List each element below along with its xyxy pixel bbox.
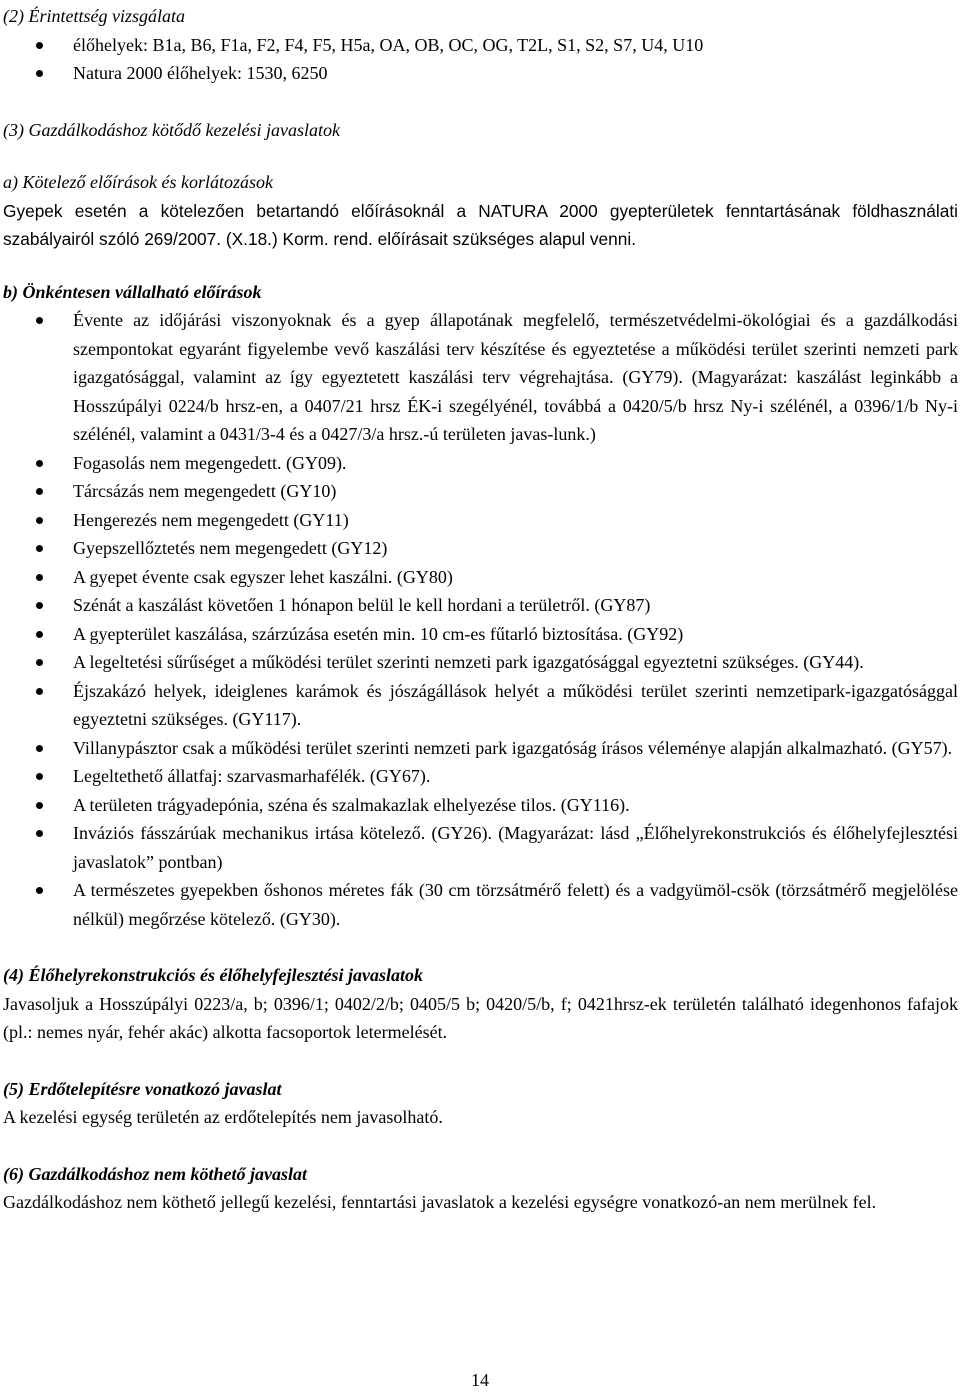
bullet-icon (36, 574, 43, 581)
document-page (3, 2, 958, 1217)
list-item: A gyepet évente csak egyszer lehet kaszálni. (GY80) (3, 563, 958, 592)
section-6-text: Gazdálkodáshoz nem köthető jellegű kezelési, fenntartási javaslatok a kezelési egységre vonatkozó-an nem merülnek fel. (3, 1192, 877, 1212)
section-5-heading: (5) Erdőtelepítésre vonatkozó javaslat (3, 1078, 282, 1099)
section-4-heading: (4) Élőhelyrekonstrukciós és élőhelyfejlesztési javaslatok (3, 965, 423, 985)
section-3a-heading: a) Kötelező előírások és korlátozások (3, 172, 273, 192)
bullet-icon (36, 887, 43, 894)
bullet-icon (36, 460, 43, 467)
section-6-heading: (6) Gazdálkodáshoz nem köthető javaslat (3, 1163, 308, 1184)
list-item: Natura 2000 élőhelyek: 1530, 6250 (3, 59, 958, 88)
page-number: 14 (471, 1370, 489, 1390)
list-item: A területen trágyadepónia, széna és szalmakazlak elhelyezése tilos. (GY116). (3, 791, 958, 820)
bullet-icon (36, 659, 43, 666)
section-2-list (3, 31, 958, 88)
list-item: Villanypásztor csak a működési terület szerinti nemzeti park igazgatóság írásos véleménye alapján alkalmazható. (GY57). (3, 734, 958, 763)
section-3a-text: Gyepek esetén a kötelezően betartandó előírásoknál a NATURA 2000 gyepterületek fenntartásának földhasználati szabályairól szóló 269/2007. (X.18.) Korm. rend. előírásait szükséges alapul venni. (3, 200, 958, 249)
bullet-icon (36, 745, 43, 752)
list-item: Legeltethető állatfaj: szarvasmarhafélék. (GY67). (3, 762, 958, 791)
bullet-icon (36, 631, 43, 638)
list-item: A legeltetési sűrűséget a működési terület szerinti nemzeti park igazgatósággal egyeztetni szükséges. (GY44). (3, 648, 958, 677)
bullet-icon (36, 802, 43, 809)
bullet-icon (36, 42, 43, 49)
list-item: Fogasolás nem megengedett. (GY09). (3, 449, 958, 478)
bullet-icon (36, 317, 43, 324)
section-2-heading: (2) Érintettség vizsgálata (3, 6, 185, 26)
section-3b-list (3, 306, 958, 933)
list-item: Inváziós fásszárúak mechanikus irtása kötelező. (GY26). (Magyarázat: lásd „Élőhelyrekonstrukciós és élőhelyfejlesztési javaslatok” pontban) (3, 819, 958, 876)
list-item: Évente az időjárási viszonyoknak és a gyep állapotának megfelelő, természetvédelmi-ökológiai és a gazdálkodási szempontokat egyaránt figyelembe vevő kaszálási terv készítése és egyeztetése a működési terület szerinti nemzeti park igazgatósággal, valamint az így egyeztetett kaszálási terv végrehajtása. (GY79). (Magyarázat: kaszálást leginkább a Hosszúpályi 0224/b hrsz-en, a 0407/21 hrsz ÉK-i szegélyénél, továbbá a 0420/5/b hrsz Ny-i szélénél, a 0396/1/b Ny-i szélénél, valamint a 0431/3-4 és a 0427/3/a hrsz.-ú területen javas-lunk.) (3, 306, 958, 449)
section-4-text: Javasoljuk a Hosszúpályi 0223/a, b; 0396/1; 0402/2/b; 0405/5 b; 0420/5/b, f; 0421hrsz-ek területén található idegenhonos fafajok (pl.: nemes nyár, fehér akác) alkotta facsoportok letermelését. (3, 993, 958, 1042)
bullet-icon (36, 773, 43, 780)
list-item: Éjszakázó helyek, ideiglenes karámok és jószágállások helyét a működési terület szerinti nemzetipark-igazgatósággal egyeztetni szükséges. (GY117). (3, 677, 958, 734)
bullet-icon (36, 488, 43, 495)
list-item: A gyepterület kaszálása, szárzúzása esetén min. 10 cm-es fűtarló biztosítása. (GY92) (3, 620, 958, 649)
bullet-icon (36, 688, 43, 695)
bullet-icon (36, 517, 43, 524)
list-item: Hengerezés nem megengedett (GY11) (3, 506, 958, 535)
list-item: Tárcsázás nem megengedett (GY10) (3, 477, 958, 506)
bullet-icon (36, 830, 43, 837)
list-item: A természetes gyepekben őshonos méretes fák (30 cm törzsátmérő felett) és a vadgyümöl-csök (törzsátmérő megjelölése nélkül) megőrzése kötelező. (GY30). (3, 876, 958, 933)
section-3b-heading: b) Önkéntesen vállalható előírások (3, 281, 262, 302)
bullet-icon (36, 602, 43, 609)
list-item: élőhelyek: B1a, B6, F1a, F2, F4, F5, H5a, OA, OB, OC, OG, T2L, S1, S2, S7, U4, U10 (3, 31, 958, 60)
list-item: Szénát a kaszálást követően 1 hónapon belül le kell hordani a területről. (GY87) (3, 591, 958, 620)
bullet-icon (36, 70, 43, 77)
bullet-icon (36, 545, 43, 552)
section-5-text: A kezelési egység területén az erdőtelepítés nem javasolható. (3, 1107, 443, 1127)
section-3-heading: (3) Gazdálkodáshoz kötődő kezelési javaslatok (3, 119, 340, 140)
list-item: Gyepszellőztetés nem megengedett (GY12) (3, 534, 958, 563)
